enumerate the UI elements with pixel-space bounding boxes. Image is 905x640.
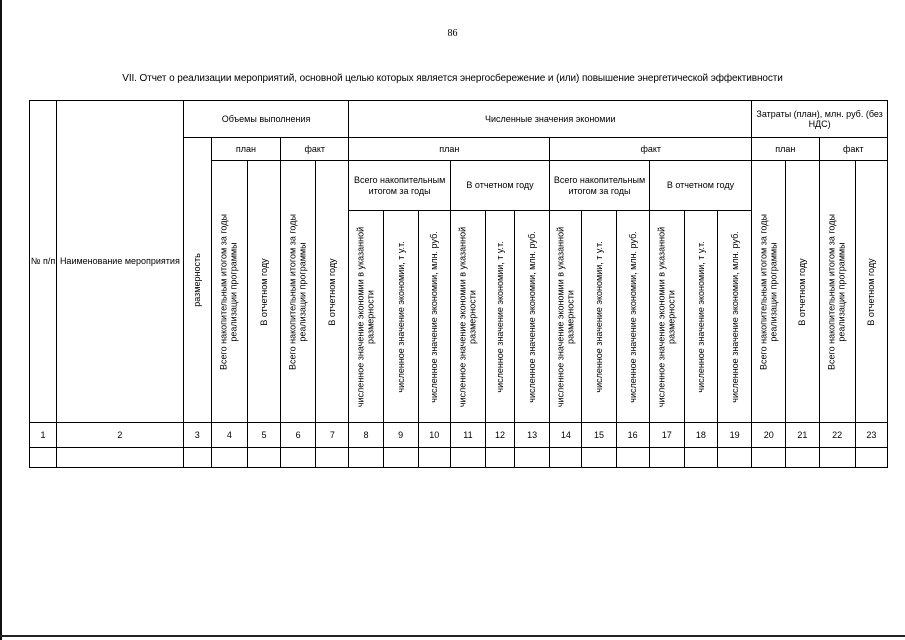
costs-fact-year-text: В отчетном году: [866, 257, 877, 326]
empty-cell: [349, 448, 383, 468]
col-num: 8: [349, 423, 383, 448]
report-table: [29, 100, 888, 468]
empty-cell: [211, 448, 247, 468]
volumes-plan: план: [211, 138, 280, 161]
volumes-fact-total: [281, 161, 316, 423]
plan-year-mln-text: численное значение экономии, млн. руб.: [527, 230, 538, 403]
empty-cell: [30, 448, 57, 468]
fact-year-mln-text: численное значение экономии, млн. руб.: [729, 230, 740, 403]
fact-year-unit: [649, 211, 684, 423]
fact-cum-tut: [582, 211, 616, 423]
costs-plan-year: [786, 161, 819, 423]
plan-year-unit: [450, 211, 485, 423]
costs-plan-year-text: В отчетном году: [797, 257, 808, 326]
volumes-fact-year: [316, 161, 349, 423]
col-num: 3: [183, 423, 211, 448]
volumes-plan-year-text: В отчетном году: [258, 257, 269, 326]
savings-fact-cumulative: Всего накопительным итогом за годы: [550, 161, 649, 211]
col-num: 12: [485, 423, 514, 448]
empty-cell: [450, 448, 485, 468]
header-savings: Численные значения экономии: [349, 101, 752, 138]
savings-fact-report-year: В отчетном году: [649, 161, 752, 211]
costs-plan-total: [752, 161, 786, 423]
col-num: 20: [752, 423, 786, 448]
costs-fact-total-text: Всего накопительным итогом за годы реализации программы: [826, 213, 848, 370]
fact-year-tut: [684, 211, 717, 423]
empty-cell: [649, 448, 684, 468]
col-num: 15: [582, 423, 616, 448]
empty-cell: [418, 448, 450, 468]
header-costs: Затраты (план), млн. руб. (без НДС): [752, 101, 888, 138]
volumes-plan-total: [211, 161, 247, 423]
fact-cum-mln: [616, 211, 649, 423]
page-number: 86: [447, 28, 458, 39]
empty-cell: [247, 448, 280, 468]
fact-cum-unit-text: численное значение экономии в указанной размерности: [555, 226, 576, 407]
header-volumes: Объемы выполнения: [183, 101, 349, 138]
fact-year-tut-text: численное значение экономии, т у.т.: [695, 240, 706, 393]
empty-data-row: [30, 448, 888, 468]
header-name: Наименование мероприятия: [57, 101, 184, 423]
plan-year-tut: [485, 211, 514, 423]
costs-plan-total-text: Всего накопительным итогом за годы реализации программы: [758, 213, 779, 370]
col-num: 2: [57, 423, 184, 448]
savings-fact: факт: [550, 138, 752, 161]
savings-plan-cumulative: Всего накопительным итогом за годы: [349, 161, 450, 211]
col-num: 22: [819, 423, 855, 448]
volumes-plan-total-text: Всего накопительным итогом за годы реализации программы: [219, 213, 240, 370]
fact-cum-tut-text: численное значение экономии, т у.т.: [593, 240, 604, 393]
savings-plan-report-year: В отчетном году: [450, 161, 549, 211]
costs-fact: факт: [819, 138, 888, 161]
bottom-page-edge: [0, 635, 905, 637]
col-num: 9: [383, 423, 418, 448]
fact-cum-unit: [550, 211, 582, 423]
col-num: 17: [649, 423, 684, 448]
header-unit-text: размерность: [192, 253, 203, 307]
column-number-row: [30, 423, 888, 448]
plan-year-tut-text: численное значение экономии, т у.т.: [494, 240, 505, 393]
plan-year-mln: [515, 211, 550, 423]
empty-cell: [316, 448, 349, 468]
empty-cell: [515, 448, 550, 468]
empty-cell: [752, 448, 786, 468]
empty-cell: [183, 448, 211, 468]
plan-cum-unit-text: численное значение экономии в указанной размерности: [355, 226, 376, 407]
header-unit: [183, 138, 211, 423]
volumes-fact-total-text: Всего накопительным итогом за годы реализации программы: [287, 213, 309, 370]
savings-plan: план: [349, 138, 550, 161]
col-num: 16: [616, 423, 649, 448]
empty-cell: [855, 448, 887, 468]
col-num: 14: [550, 423, 582, 448]
col-num: 1: [30, 423, 57, 448]
empty-cell: [57, 448, 184, 468]
costs-fact-total: [819, 161, 855, 423]
empty-cell: [281, 448, 316, 468]
col-num: 10: [418, 423, 450, 448]
empty-cell: [616, 448, 649, 468]
col-num: 21: [786, 423, 819, 448]
col-num: 19: [717, 423, 751, 448]
costs-fact-year: [855, 161, 887, 423]
report-title: VII. Отчет о реализации мероприятий, основной целью которых является энергосбережение и (или) повышение энергетической эффективности: [122, 73, 783, 84]
fact-cum-mln-text: численное значение экономии, млн. руб.: [627, 230, 638, 403]
plan-cum-mln-text: численное значение экономии, млн. руб.: [429, 230, 440, 403]
plan-year-unit-text: численное значение экономии в указанной размерности: [457, 226, 478, 407]
fact-year-unit-text: численное значение экономии в указанной размерности: [656, 226, 677, 407]
fact-year-mln: [717, 211, 751, 423]
empty-cell: [582, 448, 616, 468]
volumes-fact: факт: [281, 138, 349, 161]
empty-cell: [786, 448, 819, 468]
plan-cum-tut: [383, 211, 418, 423]
left-page-edge: [0, 0, 2, 640]
empty-cell: [485, 448, 514, 468]
costs-plan: план: [752, 138, 819, 161]
empty-cell: [550, 448, 582, 468]
col-num: 18: [684, 423, 717, 448]
col-num: 23: [855, 423, 887, 448]
empty-cell: [819, 448, 855, 468]
plan-cum-mln: [418, 211, 450, 423]
plan-cum-unit: [349, 211, 383, 423]
col-num: 13: [515, 423, 550, 448]
col-num: 4: [211, 423, 247, 448]
volumes-fact-year-text: В отчетном году: [327, 257, 338, 326]
col-num: 11: [450, 423, 485, 448]
header-num: № п/п: [30, 101, 57, 423]
empty-cell: [717, 448, 751, 468]
col-num: 6: [281, 423, 316, 448]
col-num: 5: [247, 423, 280, 448]
volumes-plan-year: [247, 161, 280, 423]
col-num: 7: [316, 423, 349, 448]
plan-cum-tut-text: численное значение экономии, т у.т.: [395, 240, 406, 393]
empty-cell: [383, 448, 418, 468]
empty-cell: [684, 448, 717, 468]
